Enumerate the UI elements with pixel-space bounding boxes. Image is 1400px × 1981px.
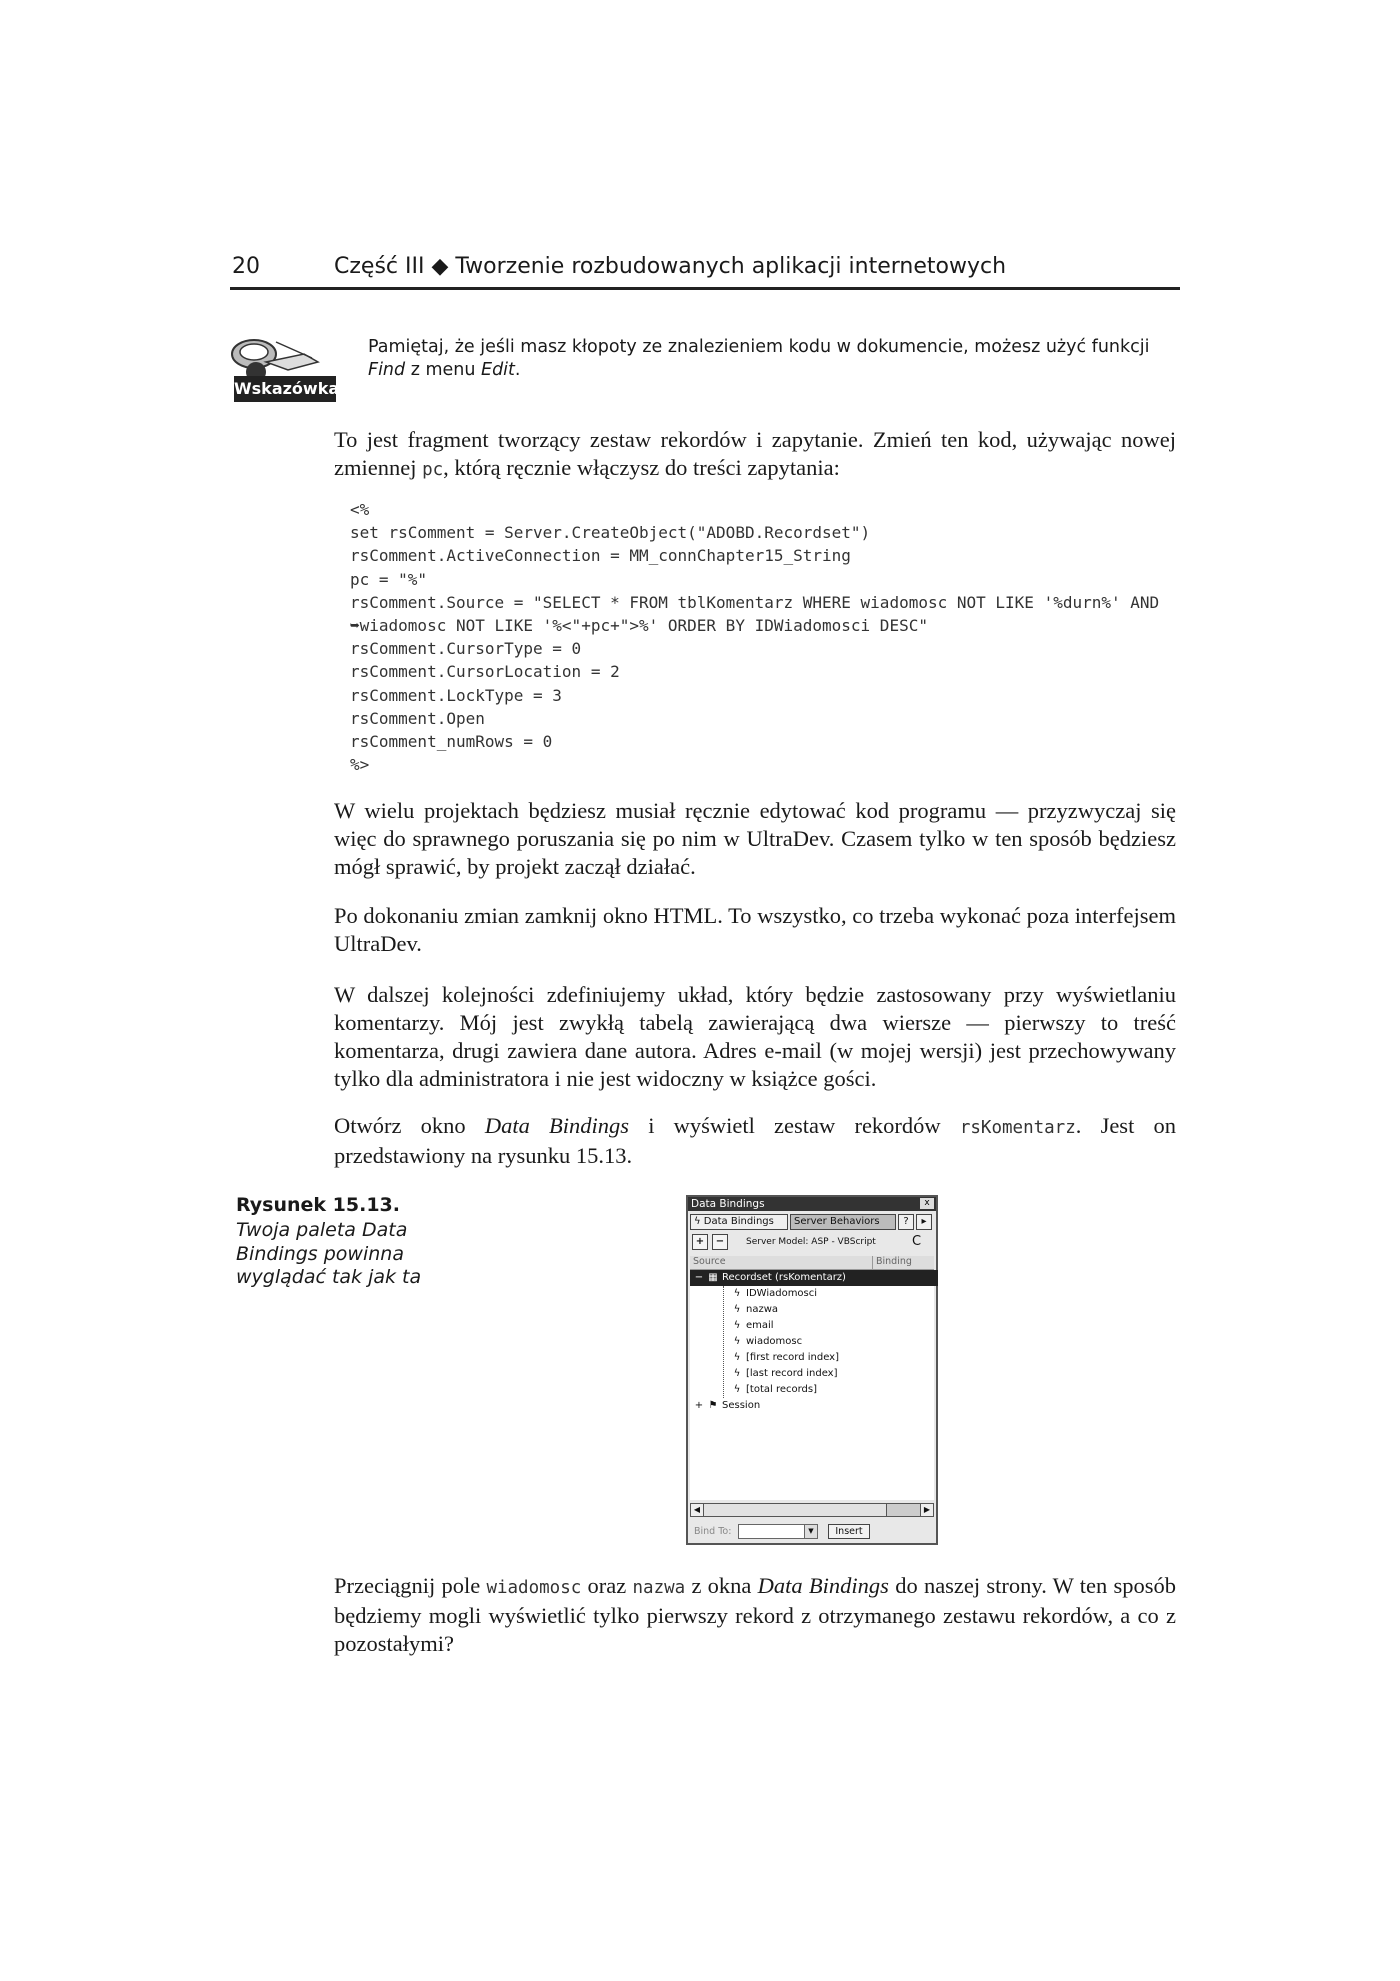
p5-italic: Data Bindings [484,1113,630,1138]
tree-label: wiadomosc [746,1336,803,1347]
tree-label: Session [722,1400,761,1411]
header-rule [230,287,1180,290]
code-line: set rsComment = Server.CreateObject("ADOBD.Recordset") [350,523,871,543]
field-icon: ϟ [733,1336,741,1347]
code-line: <% [350,500,370,519]
paragraph-6 [334,1572,1176,1658]
p1-code: pc [422,460,444,480]
tree-label: IDWiadomosci [746,1288,818,1299]
tree-label: Recordset (rsKomentarz) [722,1272,846,1283]
scroll-left-icon[interactable]: ◀ [691,1504,704,1516]
paragraph-2: W wielu projektach będziesz musiał ręcznie edytować kod programu — przyzwyczaj się więc do sprawnego poruszania się po nim w UltraDev. Czasem tylko w ten sposób będziesz mógł sprawić, by projekt zaczął działać. [334,798,1176,879]
tip-text-before: Pamiętaj, że jeśli masz kłopoty ze znalezieniem kodu w dokumencie, możesz użyć funkcji [368,337,1150,357]
recordset-icon: ▦ [708,1272,718,1283]
figure-number: Rysunek 15.13. [236,1194,400,1216]
p6-before: Przeciągnij pole [334,1573,487,1598]
paragraph-1 [334,426,1176,484]
p6-middle2: z okna [685,1573,758,1598]
p1-before: To jest fragment tworzący zestaw rekordów i zapytanie. Zmień ten kod, używając nowej zmiennej [334,427,1176,480]
scroll-right-icon[interactable]: ▶ [920,1504,933,1516]
p6-middle1: oraz [581,1573,633,1598]
chevron-down-icon[interactable]: ▼ [804,1525,817,1538]
collapse-icon[interactable]: − [694,1272,704,1283]
help-icon[interactable]: ? [898,1214,914,1230]
field-icon: ϟ [733,1288,741,1299]
close-icon[interactable]: x [920,1198,934,1209]
code-line: %> [350,755,370,775]
add-button[interactable]: + [692,1234,708,1250]
code-line: ➥wiadomosc NOT LIKE '%<"+pc+">%' ORDER BY IDWiadomosci DESC" [350,616,928,636]
code-line: rsComment.CursorLocation = 2 [350,662,620,682]
scroll-thumb[interactable] [704,1504,887,1516]
tree-row-field[interactable] [690,1286,976,1302]
field-icon: ϟ [733,1368,741,1379]
tree-label: email [746,1320,774,1331]
bind-to-select[interactable] [738,1524,818,1539]
remove-button[interactable]: − [712,1234,728,1250]
tree-label: [first record index] [746,1352,840,1363]
code-line: rsComment.CursorType = 0 [350,639,582,659]
p6-code1: wiadomosc [486,1578,582,1598]
field-icon: ϟ [733,1304,741,1315]
tip-find: Find [368,360,406,380]
palette-toolbar [690,1234,934,1252]
palette-title: Data Bindings [691,1198,765,1210]
tree-row-field[interactable] [690,1382,976,1398]
tree-row-recordset[interactable] [690,1270,938,1286]
palette-tabs [690,1214,934,1230]
session-icon: ⚑ [708,1400,718,1411]
p6-after: do naszej strony. W ten sposób będziemy mogli wyświetlić tylko pierwszy rekord z otrzymanego zestawu rekordów, a co z pozostałymi? [334,1573,1176,1656]
bind-to-bar [690,1523,934,1541]
p5-code: rsKomentarz [959,1118,1076,1138]
p5-before: Otwórz okno [334,1113,485,1138]
tab-data-bindings-label: Data Bindings [703,1216,774,1227]
tree-row-session[interactable] [690,1398,938,1414]
paragraph-3: Po dokonaniu zmian zamknij okno HTML. To wszystko, co trzeba wykonać poza interfejsem UltraDev. [334,903,1176,956]
tip-label: Wskazówka [234,376,336,402]
bind-to-label: Bind To: [694,1526,732,1537]
field-icon: ϟ [733,1384,741,1395]
column-binding: Binding [872,1256,912,1269]
expand-icon[interactable]: + [694,1400,704,1411]
code-line: rsComment_numRows = 0 [350,732,553,752]
p1-after: , którą ręcznie włączysz do treści zapytania: [443,455,840,480]
tree-label: nazwa [746,1304,779,1315]
column-header [690,1256,934,1270]
insert-button[interactable]: Insert [828,1524,870,1539]
p5-after: . Jest on przedstawiony na rysunku 15.13. [334,1113,1176,1168]
horizontal-scrollbar[interactable] [690,1503,934,1517]
column-source: Source [693,1256,726,1267]
tree-row-field[interactable] [690,1366,976,1382]
p6-italic: Data Bindings [757,1573,889,1598]
tip-edit: Edit [481,360,515,380]
data-bindings-palette [686,1195,938,1545]
refresh-icon[interactable]: C [912,1234,922,1249]
server-model-label: Server Model: ASP - VBScript [746,1237,876,1247]
tree-row-field[interactable] [690,1302,976,1318]
field-icon: ϟ [733,1320,741,1331]
running-header: Część III ◆ Tworzenie rozbudowanych aplikacji internetowych [334,254,1007,279]
tab-server-behaviors-label: Server Behaviors [794,1216,880,1227]
code-line: rsComment.Source = "SELECT * FROM tblKomentarz WHERE wiadomosc NOT LIKE '%durn%' AND [350,592,1160,612]
arrow-right-icon[interactable]: ▸ [916,1214,932,1230]
tip-text-end: . [514,360,521,380]
tip-text-middle: z menu [405,360,482,380]
figure-caption: Twoja paleta Data Bindings powinna wyglądać tak jak ta [236,1219,422,1288]
lightning-icon: ϟ [694,1216,704,1227]
field-icon: ϟ [733,1352,741,1363]
bindings-tree [690,1270,934,1500]
tab-data-bindings[interactable] [690,1214,788,1230]
code-line: rsComment.Open [350,708,485,728]
code-line: pc = "%" [350,569,428,589]
palette-titlebar [688,1197,936,1211]
paragraph-5 [334,1112,1176,1170]
tree-label: [last record index] [746,1368,838,1379]
tab-server-behaviors[interactable] [790,1214,896,1230]
p6-code2: nazwa [632,1578,686,1598]
p5-middle: i wyświetl zestaw rekordów [629,1113,960,1138]
paragraph-4: W dalszej kolejności zdefiniujemy układ, który będzie zastosowany przy wyświetlaniu komentarzy. Mój jest zwykłą tabelą zawierającą dwa wiersze — pierwszy to treść komentarza, drugi zawiera dane autora. Adres e-mail (w mojej wersji) jest przechowywany tylko dla administratora i nie jest widoczny w książce gości. [334,982,1176,1091]
code-listing [350,498,1159,776]
tree-row-field[interactable] [690,1350,976,1366]
page-number: 20 [232,254,260,279]
tip-text [368,336,1168,382]
tree-row-field[interactable] [690,1318,976,1334]
code-line: rsComment.ActiveConnection = MM_connChapter15_String [350,546,851,566]
tree-row-field[interactable] [690,1334,976,1350]
tree-label: [total records] [746,1384,818,1395]
code-line: rsComment.LockType = 3 [350,685,562,705]
